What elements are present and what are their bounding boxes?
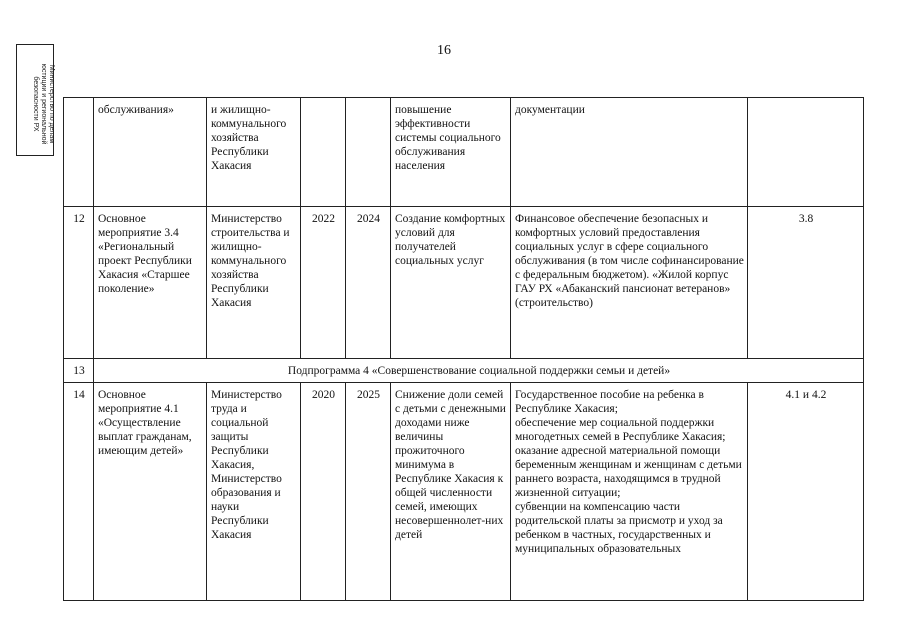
executor: Министерство строительства и жилищно-коммунального хозяйства Республики Хакасия bbox=[207, 207, 301, 359]
year-end: 2024 bbox=[346, 207, 391, 359]
indicators: 4.1 и 4.2 bbox=[748, 383, 864, 601]
expected-result: Создание комфортных условий для получателей социальных услуг bbox=[391, 207, 511, 359]
indicators bbox=[748, 98, 864, 207]
row-number: 12 bbox=[64, 207, 94, 359]
measures-table bbox=[63, 97, 864, 601]
executor: и жилищно-коммунального хозяйства Республики Хакасия bbox=[207, 98, 301, 207]
page-number: 16 bbox=[437, 43, 451, 58]
stamp-line: юстиции и региональной bbox=[40, 63, 47, 145]
row-number: 13 bbox=[64, 359, 94, 383]
indicators: 3.8 bbox=[748, 207, 864, 359]
measure-name: обслуживания» bbox=[94, 98, 207, 207]
main-directions: документации bbox=[511, 98, 748, 207]
year-start: 2020 bbox=[301, 383, 346, 601]
table-row bbox=[64, 207, 864, 359]
subprogram-row bbox=[64, 359, 864, 383]
stamp-text bbox=[31, 56, 55, 152]
year-end: 2025 bbox=[346, 383, 391, 601]
measure-name: Основное мероприятие 4.1 «Осуществление выплат гражданам, имеющим детей» bbox=[94, 383, 207, 601]
year-start: 2022 bbox=[301, 207, 346, 359]
table-row bbox=[64, 383, 864, 601]
main-directions: Финансовое обеспечение безопасных и комфортных условий предоставления социальных услуг в сфере социального обслуживания (в том числе софинансирование с федеральным бюджетом). «Жилой корпус ГАУ РХ «Абаканский пансионат ветеранов» (строительство) bbox=[511, 207, 748, 359]
main-directions: Государственное пособие на ребенка в Республике Хакасия; обеспечение мер социальной поддержки многодетных семей в Республике Хакасия; оказание адресной материальной помощи беременным женщинам и женщинам с детьми раннего возраста, находящимся в трудной жизненной ситуации; субвенции на компенсацию части родительской платы за присмотр и уход за ребенком в частных, государственных и муниципальных образовательных bbox=[511, 383, 748, 601]
year-start bbox=[301, 98, 346, 207]
measure-name: Основное мероприятие 3.4 «Региональный проект Республики Хакасия «Старшее поколение» bbox=[94, 207, 207, 359]
subprogram-title: Подпрограмма 4 «Совершенствование социальной поддержки семьи и детей» bbox=[94, 359, 864, 383]
expected-result: Снижение доли семей с детьми с денежными доходами ниже величины прожиточного минимума в Республике Хакасия к общей численности семей, имеющих несовершеннолет-них детей bbox=[391, 383, 511, 601]
row-number bbox=[64, 98, 94, 207]
row-number: 14 bbox=[64, 383, 94, 601]
executor: Министерство труда и социальной защиты Республики Хакасия, Министерство образования и науки Республики Хакасия bbox=[207, 383, 301, 601]
stamp-line: безопасности РХ bbox=[32, 76, 39, 132]
table-row bbox=[64, 98, 864, 207]
stamp-line: Министерство по делам bbox=[48, 64, 55, 144]
expected-result: повышение эффективности системы социального обслуживания населения bbox=[391, 98, 511, 207]
year-end bbox=[346, 98, 391, 207]
